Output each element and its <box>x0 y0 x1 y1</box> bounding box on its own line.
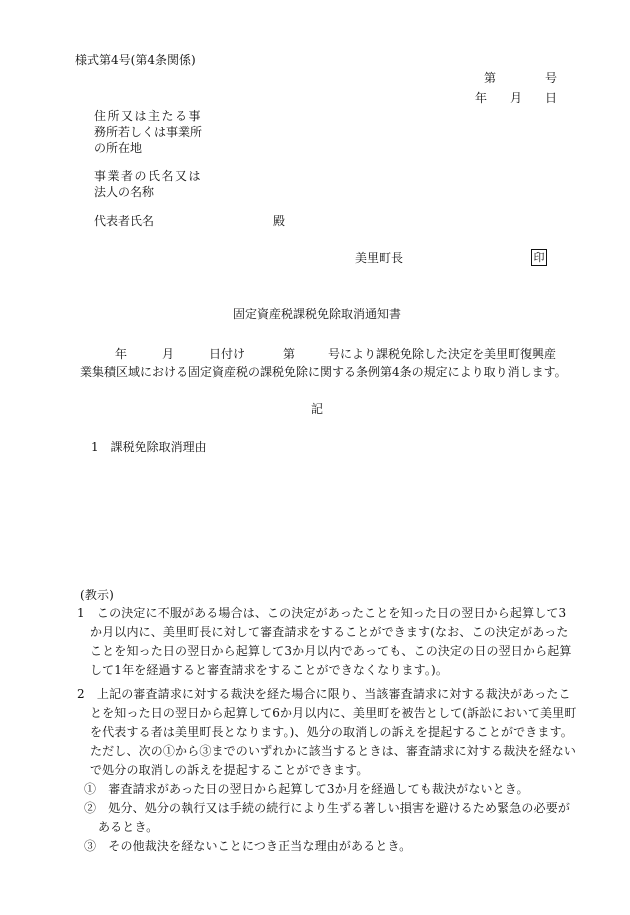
body-month: 月 <box>162 347 175 361</box>
seal-stamp: 印 <box>531 249 547 266</box>
instruction-line: を代表する者は美里町長となります。)、処分の取消しの訴えを提起することができます。 <box>90 725 573 739</box>
body-line2: 業集積区域における固定資産税の課税免除に関する条例第4条の規定により取り消します。 <box>80 365 567 379</box>
body-line1-text: 号により課税免除した決定を美里町復興産 <box>328 347 557 361</box>
form-number: 様式第4号(第4条関係) <box>75 53 196 67</box>
body-year: 年 <box>115 347 128 361</box>
instruction-line: 2 上記の審査請求に対する裁決を経た場合に限り、当該審査請求に対する裁決があったこ <box>77 687 571 701</box>
instruction-line: して1年を経過すると審査請求をすることができなくなります。)。 <box>90 663 449 677</box>
instruction-line: ① 審査請求があった日の翌日から起算して3か月を経過しても裁決がないとき。 <box>84 782 529 796</box>
item1-reason-heading: 1 課税免除取消理由 <box>91 440 207 454</box>
instruction-line: 1 この決定に不服がある場合は、この決定があったことを知った日の翌日から起算して3 <box>77 606 567 620</box>
name-label-line1: 事業者の氏名又は <box>94 169 203 183</box>
document-title: 固定資産税課税免除取消通知書 <box>233 307 402 321</box>
address-label-line1: 住所又は主たる事 <box>94 109 203 123</box>
number-dai: 第 <box>484 71 497 85</box>
instruction-line: で処分の取消しの訴えを提起することができます。 <box>90 763 369 777</box>
name-label-line2: 法人の名称 <box>94 185 155 199</box>
instruction-heading: (教示) <box>80 588 114 602</box>
representative-label: 代表者氏名 <box>94 214 155 228</box>
instruction-line: とを知った日の翌日から起算して6か月以内に、美里町を被告として(訴訟において美里町 <box>90 706 577 720</box>
body-dai: 第 <box>283 347 296 361</box>
ki-marker: 記 <box>311 402 324 416</box>
issuer-title: 美里町長 <box>355 251 404 265</box>
instruction-line: か月以内に、美里町長に対して審査請求をすることができます(なお、この決定があった <box>90 625 569 639</box>
instruction-line: ことを知った日の翌日から起算して3か月以内であっても、この決定の日の翌日から起算 <box>90 644 572 658</box>
body-day-dated: 日付け <box>209 347 246 361</box>
number-go: 号 <box>545 71 558 85</box>
instruction-line: ② 処分、処分の執行又は手続の続行により生ずる著しい損害を避けるため緊急の必要が <box>84 801 571 815</box>
instruction-line: ③ その他裁決を経ないことにつき正当な理由があるとき。 <box>84 839 412 853</box>
date-month: 月 <box>510 91 523 105</box>
instruction-line: ただし、次の①から③までのいずれかに該当するときは、審査請求に対する裁決を経ない <box>90 744 577 758</box>
date-day: 日 <box>545 91 558 105</box>
date-year: 年 <box>475 91 488 105</box>
address-label-line2: 務所若しくは事業所 <box>94 125 203 139</box>
instruction-line: あるとき。 <box>98 820 159 834</box>
honorific: 殿 <box>273 214 286 228</box>
address-label-line3: の所在地 <box>94 141 143 155</box>
